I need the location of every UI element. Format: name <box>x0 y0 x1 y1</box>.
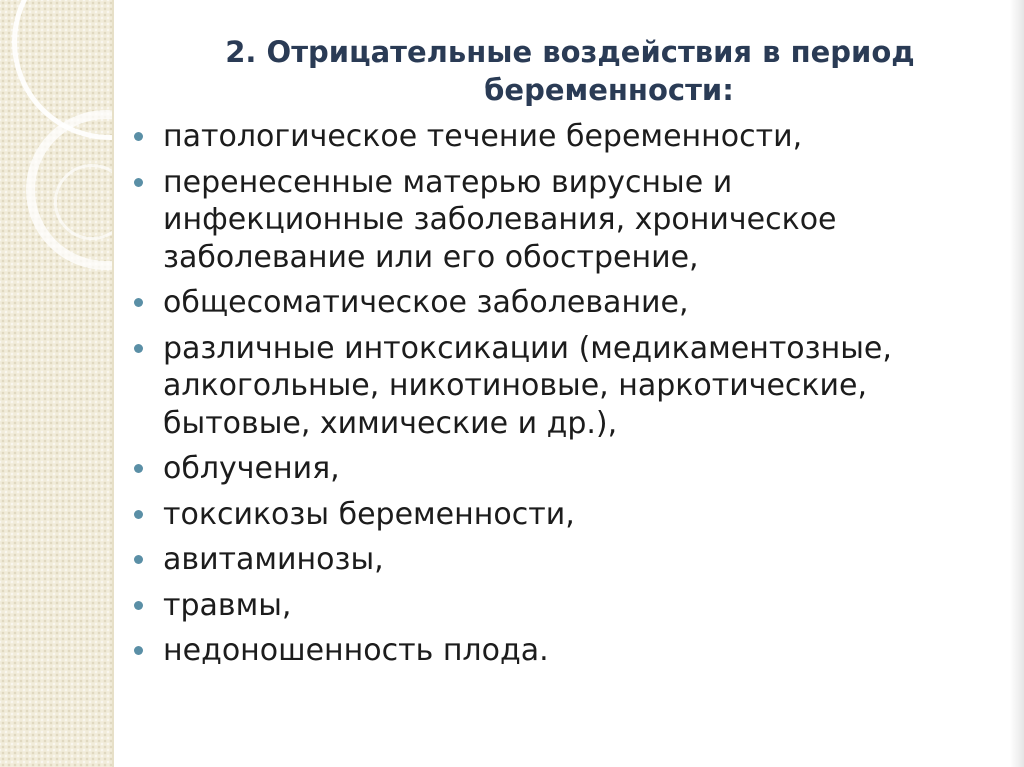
bullet-text: травмы, <box>163 587 292 623</box>
slide-title-line-1: 2. Отрицательные воздействия в период <box>225 35 915 69</box>
bullet-text: патологическое течение беременности, <box>163 119 803 154</box>
bullet-dot-icon <box>134 464 143 473</box>
side-band-edge <box>112 0 114 767</box>
bullet-text: общесоматическое заболевание, <box>163 285 689 320</box>
bullet-dot-icon <box>134 510 143 519</box>
bullet-text: токсикозы беременности, <box>163 496 575 532</box>
bullet-dot-icon <box>134 646 143 655</box>
bullet-text: облучения, <box>163 451 340 486</box>
bullet-list <box>134 118 994 678</box>
bullet-item <box>134 450 994 488</box>
bullet-text: перенесенные матерью вирусные и инфекционные заболевания, хроническое заболевание или его обострение, <box>163 164 837 275</box>
bullet-dot-icon <box>134 601 143 610</box>
right-edge-shadow <box>1010 0 1024 767</box>
bullet-dot-icon <box>134 178 143 187</box>
bullet-text: различные интоксикации (медикаментозные, алкогольные, никотиновые, наркотические, бытовые, химические и др.), <box>163 330 892 441</box>
bullet-dot-icon <box>134 132 143 141</box>
bullet-dot-icon <box>134 298 143 307</box>
slide-title-line-2: беременности: <box>484 73 734 107</box>
slide-title <box>150 33 990 109</box>
bullet-item <box>134 541 994 579</box>
bullet-text: авитаминозы, <box>163 542 384 577</box>
bullet-text: недоношенность плода. <box>163 633 549 668</box>
bullet-item <box>134 632 994 670</box>
bullet-item <box>134 164 994 277</box>
bullet-dot-icon <box>134 555 143 564</box>
bullet-item <box>134 587 994 625</box>
bullet-item <box>134 496 994 534</box>
bullet-item <box>134 330 994 443</box>
bullet-item <box>134 284 994 322</box>
bullet-dot-icon <box>134 344 143 353</box>
bullet-item <box>134 118 994 156</box>
decorative-rings <box>0 0 112 767</box>
